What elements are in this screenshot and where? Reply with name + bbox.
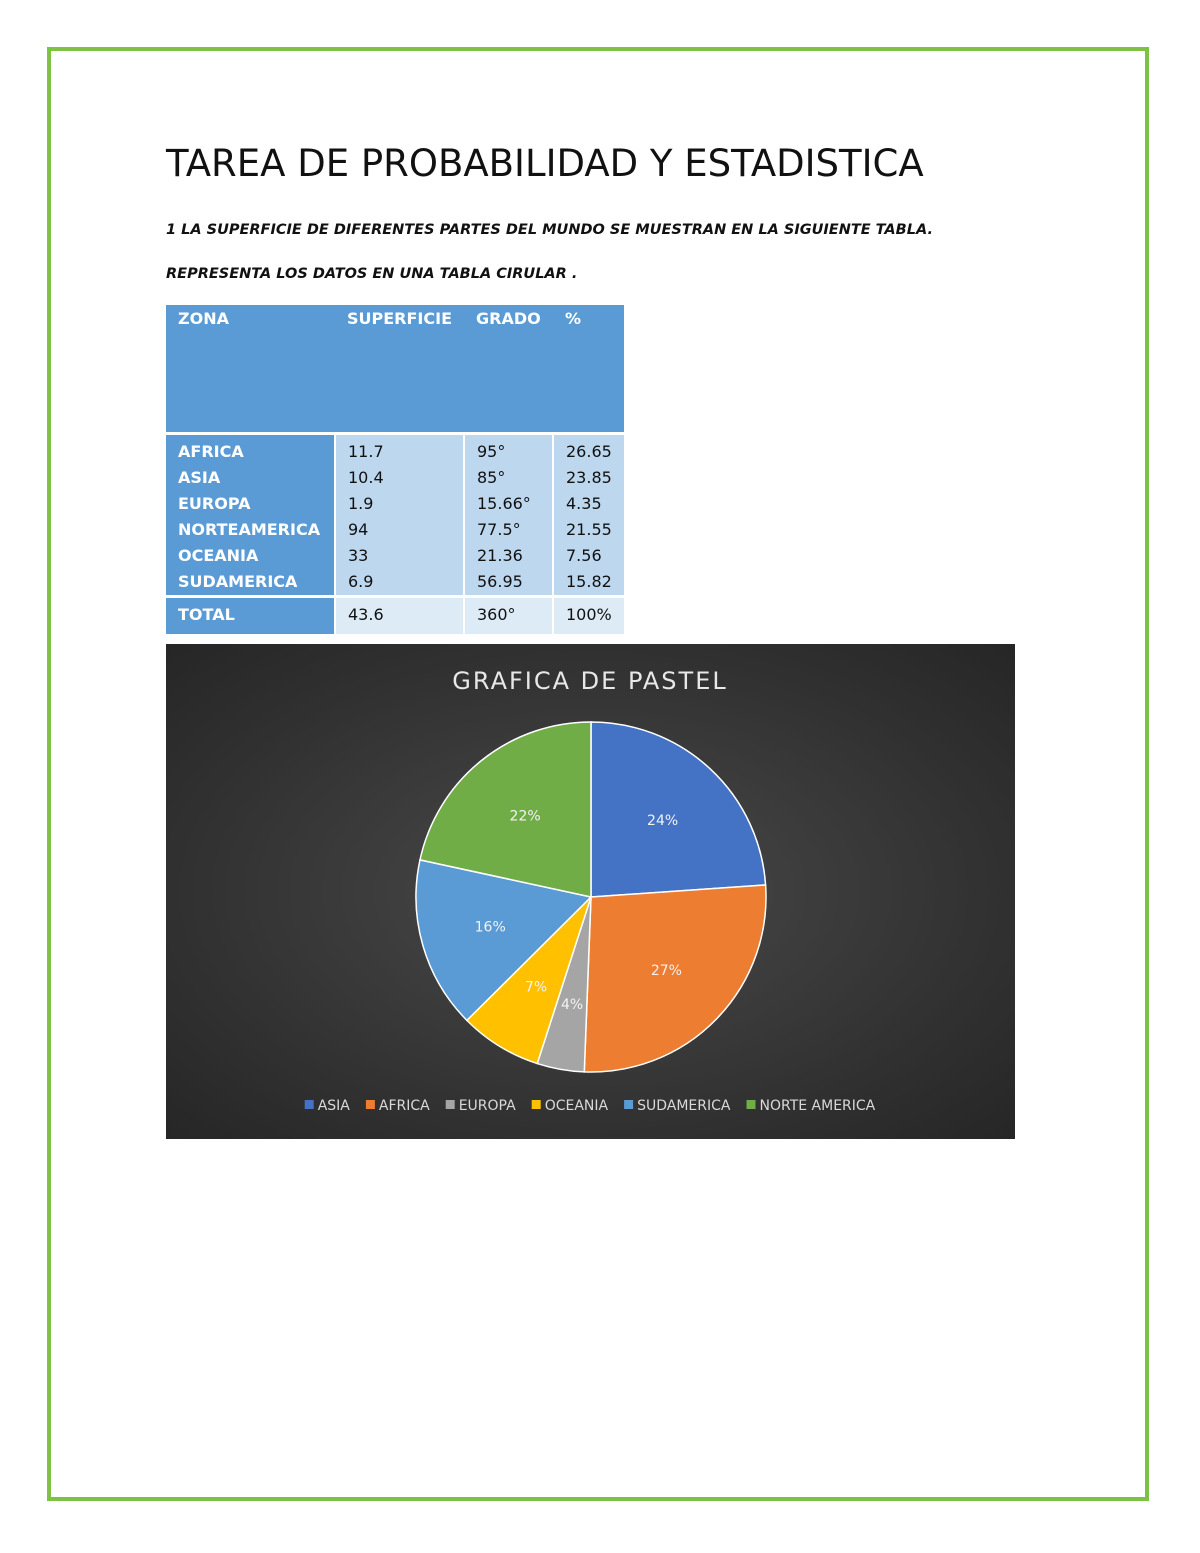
total-superficie-cell: 43.6 xyxy=(335,596,464,634)
legend-label: OCEANIA xyxy=(544,1098,609,1114)
instruction-line-2: REPRESENTA LOS DATOS EN UNA TABLA CIRULAR . xyxy=(166,266,578,282)
chart-title: GRAFICA DE PASTEL xyxy=(452,667,728,695)
percent-cell: 23.85 xyxy=(553,465,624,491)
percent-cell: 7.56 xyxy=(553,543,624,569)
legend-swatch xyxy=(305,1100,314,1109)
superficie-cell: 11.7 xyxy=(335,433,464,465)
table-row xyxy=(166,569,624,597)
legend-swatch xyxy=(747,1100,756,1109)
superficie-cell: 1.9 xyxy=(335,491,464,517)
legend-item xyxy=(747,1098,876,1114)
percent-cell: 26.65 xyxy=(553,433,624,465)
grado-cell: 85° xyxy=(464,465,553,491)
header-percent: % xyxy=(553,305,624,433)
legend-item xyxy=(624,1098,731,1114)
grado-cell: 77.5° xyxy=(464,517,553,543)
legend-item xyxy=(532,1098,609,1114)
pie-data-label: 16% xyxy=(474,919,506,936)
legend-swatch xyxy=(532,1100,541,1109)
table-row xyxy=(166,543,624,569)
superficie-cell: 33 xyxy=(335,543,464,569)
pie-data-label: 22% xyxy=(509,808,541,825)
legend-label: EUROPA xyxy=(458,1098,516,1114)
legend-label: AFRICA xyxy=(378,1098,430,1114)
legend-item xyxy=(305,1098,351,1114)
table-row xyxy=(166,465,624,491)
legend-swatch xyxy=(624,1100,633,1109)
document-title: TAREA DE PROBABILIDAD Y ESTADISTICA xyxy=(166,142,924,185)
pie-data-label: 24% xyxy=(647,813,679,830)
table-header-row xyxy=(166,305,624,433)
legend-item xyxy=(366,1098,430,1114)
instruction-line-1: 1 LA SUPERFICIE DE DIFERENTES PARTES DEL MUNDO SE MUESTRAN EN LA SIGUIENTE TABLA. xyxy=(166,222,933,238)
header-zona: ZONA xyxy=(166,305,335,433)
legend-swatch xyxy=(366,1100,375,1109)
pie-data-label: 27% xyxy=(650,963,682,980)
percent-cell: 15.82 xyxy=(553,569,624,597)
grado-cell: 56.95 xyxy=(464,569,553,597)
zone-cell: NORTEAMERICA xyxy=(166,517,335,543)
legend-label: ASIA xyxy=(317,1098,350,1114)
grado-cell: 15.66° xyxy=(464,491,553,517)
header-grado: GRADO xyxy=(464,305,553,433)
table-row xyxy=(166,491,624,517)
superficie-cell: 6.9 xyxy=(335,569,464,597)
percent-cell: 21.55 xyxy=(553,517,624,543)
total-grado-cell: 360° xyxy=(464,596,553,634)
legend-swatch xyxy=(446,1100,455,1109)
pie-chart-svg xyxy=(166,644,1015,1139)
pie-data-label: 7% xyxy=(524,979,548,996)
percent-cell: 4.35 xyxy=(553,491,624,517)
grado-cell: 95° xyxy=(464,433,553,465)
table-row xyxy=(166,433,624,465)
total-percent-cell: 100% xyxy=(553,596,624,634)
grado-cell: 21.36 xyxy=(464,543,553,569)
pie-data-label: 4% xyxy=(560,996,584,1013)
zone-cell: ASIA xyxy=(166,465,335,491)
legend-item xyxy=(446,1098,516,1114)
zone-cell: EUROPA xyxy=(166,491,335,517)
zone-cell: OCEANIA xyxy=(166,543,335,569)
superficie-cell: 94 xyxy=(335,517,464,543)
total-label-cell: TOTAL xyxy=(166,596,335,634)
legend-label: SUDAMERICA xyxy=(637,1098,731,1114)
zone-cell: AFRICA xyxy=(166,433,335,465)
legend-label: NORTE AMERICA xyxy=(759,1098,876,1114)
pie-slice-asia xyxy=(591,722,766,897)
superficie-cell: 10.4 xyxy=(335,465,464,491)
pie-chart xyxy=(166,644,1015,1139)
data-table xyxy=(166,305,624,634)
header-superficie: SUPERFICIE xyxy=(335,305,464,433)
table-row xyxy=(166,517,624,543)
zone-cell: SUDAMERICA xyxy=(166,569,335,597)
table-total-row xyxy=(166,596,624,634)
